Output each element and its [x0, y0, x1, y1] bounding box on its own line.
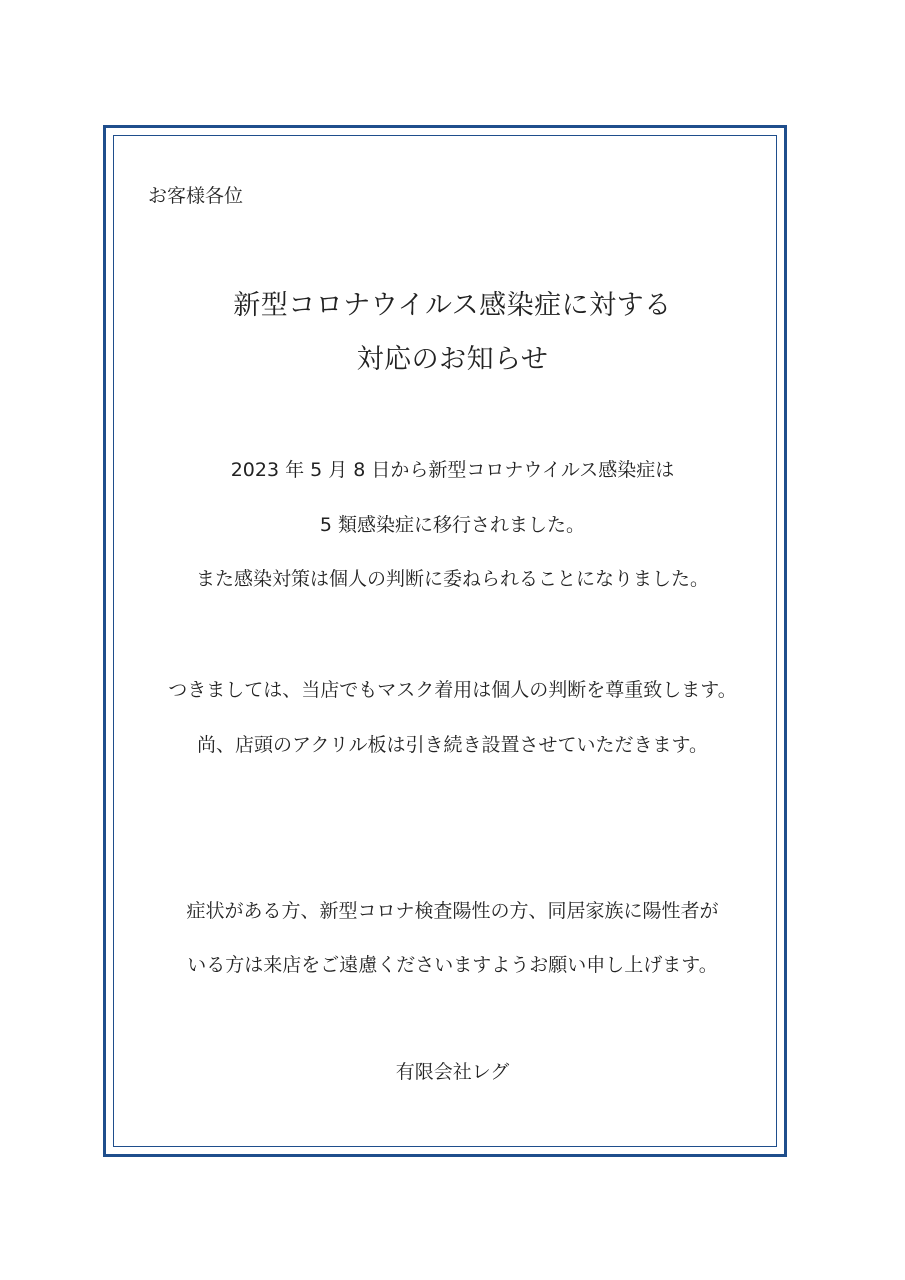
paragraph-2-line-2: 尚、店頭のアクリル板は引き続き設置させていただきます。	[197, 734, 708, 756]
paragraph-3-line-2: いる方は来店をご遠慮くださいますようお願い申し上げます。	[187, 954, 718, 976]
paragraph-2-line-1: つきましては、当店でもマスク着用は個人の判断を尊重致します。	[168, 679, 737, 701]
notice-frame-outer	[103, 125, 787, 1157]
paragraph-1-line-2: 5 類感染症に移行されました。	[319, 514, 586, 536]
paragraph-1-line-3: また感染対策は個人の判断に委ねられることになりました。	[195, 568, 709, 590]
company-signature: 有限会社レグ	[395, 1061, 510, 1083]
paragraph-3-line-1: 症状がある方、新型コロナ検査陽性の方、同居家族に陽性者が	[186, 900, 719, 922]
notice-frame-inner	[113, 135, 777, 1147]
notice-title-line-1: 新型コロナウイルス感染症に対する	[233, 290, 672, 321]
notice-title-line-2: 対応のお知らせ	[356, 344, 549, 375]
paragraph-1-line-1: 2023 年 5 月 8 日から新型コロナウイルス感染症は	[230, 459, 675, 481]
salutation: お客様各位	[148, 185, 244, 207]
